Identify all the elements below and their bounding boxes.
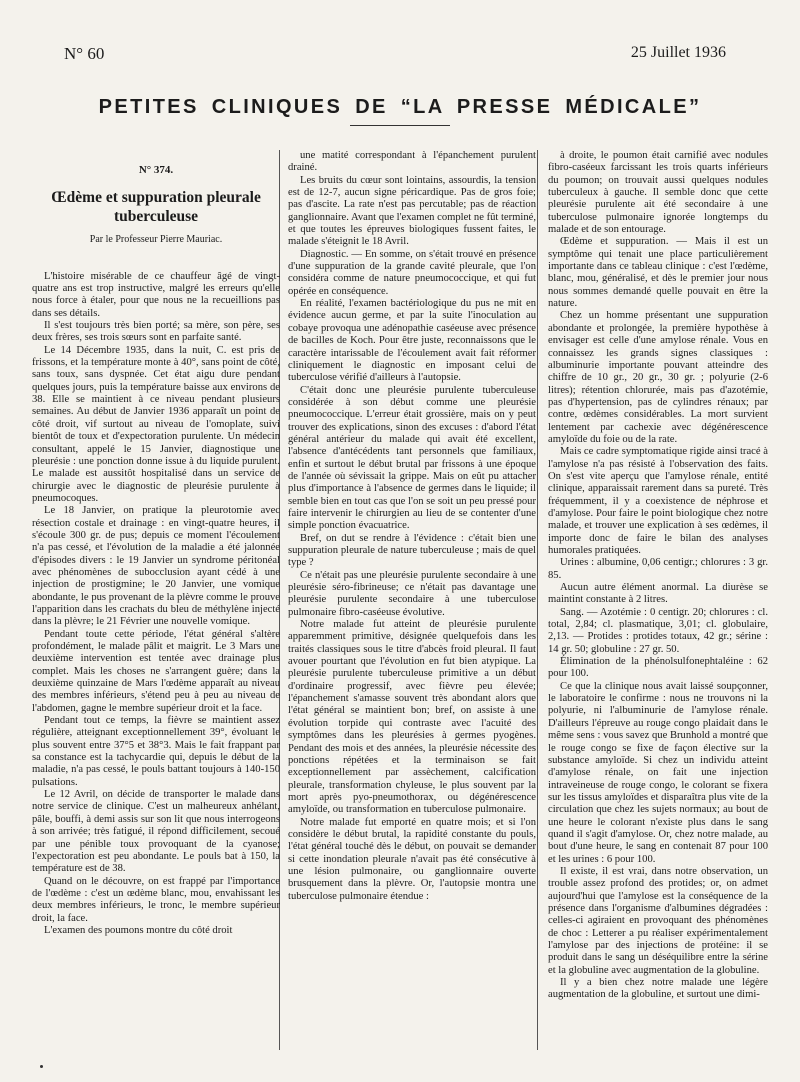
paragraph: Œdème et suppuration. — Mais il est un symptôme qui tenait une place particulièrement importante dans ce tableau clinique : c'est l'œdème, blanc, mou, généralisé, et dès le premier jour nous nous sommes demandé quelle pouvait en être la nature. xyxy=(548,236,768,310)
paragraph: Pendant toute cette période, l'état général s'altère profondément, le malade pâlit et maigrit. Le 3 Mars une deuxième intervention est tentée avec drainage plus complet. Mais les choses ne s'arrangent guère; dans la deuxième quinzaine de Mars l'œdème apparaît au niveau des membres inférieurs, s'étend peu à peu au niveau de l'abdomen, gagne le membre supérieur droit et la face. xyxy=(32,628,280,714)
paragraph: Il s'est toujours très bien porté; sa mère, son père, ses deux frères, ses trois sœurs sont en parfaite santé. xyxy=(32,320,280,344)
paragraph: à droite, le poumon était carnifié avec nodules fibro-caséeux farcissant les trois quarts inférieurs du poumon; on trouvait aussi quelques nodules tuberculeux à gauche. Il semble donc que cette pleurésie purulente ait été secondaire à une tuberculose pulmonaire ignorée longtemps du malade et de son entourage. xyxy=(548,150,768,236)
paragraph: L'histoire misérable de ce chauffeur âgé de vingt-quatre ans est trop instructive, malgré les erreurs qu'elle nous force à étaler, pour que nous ne la recueillions pas dans ses détails. xyxy=(32,270,280,319)
paragraph: C'était donc une pleurésie purulente tuberculeuse considérée à son début comme une pleurésie pneumococcique. L'erreur était grossière, mais on y peut trouver des explications, sinon des excuses : d'abord l'état général antérieur du malade qui avait été excellent, l'absence d'antécédents tant personnels que familiaux, enfin et surtout le début brutal par frissons à une époque de l'année où sévissait la grippe. Mais on eût pu attacher plus d'importance à l'absence de germes dans le liquide; il semble bien en tout cas que l'on se soit un peu pressé pour faire intervenir le chirurgien au lieu de se contenter d'une simple ponction évacuatrice. xyxy=(288,384,536,532)
paragraph: Ce que la clinique nous avait laissé soupçonner, le laboratoire le confirme : nous ne trouvons ni la polyurie, ni l'albuminurie de l'amylose rénale. D'ailleurs l'épreuve au rouge congo plaidait dans le même sens : vous savez que Brunhold a montré que le rouge congo se fixe de façon élective sur la substance amyloïde. Si chez un individu atteint d'amylose rénale, on fait une injection intraveineuse de rouge congo, le colorant se fixera sur les tissus amyloïdes et disparaîtra plus vite de la circulation que chez les sujets normaux; au bout de une heure le colorant n'existe plus dans le sang quand il s'agit d'amylose. Or, chez notre malade, au bout d'une heure, le sang en contenait 87 pour 100 et les urines : 6 pour 100. xyxy=(548,680,768,865)
column-divider-2 xyxy=(537,150,538,1050)
paragraph: Il existe, il est vrai, dans notre observation, un trouble assez profond des protides; or, on admet aujourd'hui que l'amylose est la conséquence de la présence dans l'organisme d'albumines dégradées : celles-ci agiraient en provoquant des phénomènes de choc : Letterer a pu réaliser expérimentalement l'amylose par des injections de protéine: il se produit dans le sang un déséquilibre entre la sérine et la globuline avec augmentation de la globuline. xyxy=(548,865,768,976)
paragraph: Urines : albumine, 0,06 centigr.; chlorures : 3 gr. 85. xyxy=(548,557,768,581)
paragraph: Aucun autre élément anormal. La diurèse se maintint constante à 2 litres. xyxy=(548,582,768,606)
paragraph: L'examen des poumons montre du côté droit xyxy=(44,924,233,936)
paragraph: Il y a bien chez notre malade une légère augmentation de la globuline, et surtout une dimi- xyxy=(548,977,768,1001)
paragraph: Quand on le découvre, on est frappé par l'importance de l'œdème : c'est un œdème blanc, mou, envahissant les deux membres inférieurs, le tronc, le membre supérieur droit, la face. xyxy=(32,875,280,924)
page-mark xyxy=(40,1065,43,1068)
article-number: N° 374. xyxy=(138,164,174,176)
paragraph: Ce n'était pas une pleurésie purulente secondaire à une pleurésie séro-fibrineuse; ce n'était pas davantage une pleurésie purulente secondaire à une tuberculose pulmonaire fibro-caséeuse évolutive. xyxy=(288,569,536,618)
paragraph: Sang. — Azotémie : 0 centigr. 20; chlorures : cl. total, 2,84; cl. plasmatique, 3,01; cl. globulaire, 2,13. — Protides : protides totaux, 42 gr.; sérine : 14 gr. 50; globuline : 27 gr. 50. xyxy=(548,606,768,655)
column-2 xyxy=(288,150,536,1070)
banner-rule xyxy=(350,125,450,126)
paragraph: Le 18 Janvier, on pratique la pleurotomie avec résection costale et drainage : en vingt-quatre heures, il s'écoule 300 gr. de pus; depuis ce moment l'écoulement n'a pas cessé, et l'évolution de la maladie a été jalonnée d'épisodes divers : le 19 Janvier un syndrome péritonéal avec phénomènes de subocclusion ayant cédé à une injection de prostigmine; le 20 Janvier, une vomique abondante, le pus provenant de la plèvre comme le prouve l'apparition dans les crachats du bleu de méthylène injecté dans la plèvre; le 21 Février une nouvelle vomique. xyxy=(32,505,280,628)
paragraph: Mais ce cadre symptomatique rigide ainsi tracé à l'amylose n'a pas résisté à l'observation des faits. On s'est vite aperçu que l'amylose rénale, entité clinique, apparaissait rarement dans sa pureté. Très fréquemment, il y a coexistence de néphrose et d'amylose. Pour faire le point biologique chez notre malade, et trouver une explication à ses œdèmes, il importe donc de faire le bilan des analyses humorales pratiquées. xyxy=(548,446,768,556)
paragraph: une matité correspondant à l'épanchement purulent drainé. xyxy=(288,150,536,174)
issue-date: 25 Juillet 1936 xyxy=(630,44,726,61)
paragraph: Les bruits du cœur sont lointains, assourdis, la tension est de 12-7, aucun signe péricardique. Pas de gros foie; pas d'ascite. La rate n'est pas percutable; pas de réaction ganglionnaire. Avant que l'examen complet ne fût terminé, et que toutes les épreuves biologiques fussent faites, le malade s'éteignit le 18 Avril. xyxy=(288,174,536,248)
paragraph: Notre malade fut atteint de pleurésie purulente apparemment primitive, désignée quelquefois dans les traités classiques sous le titre d'abcès froid pleural. Il faut avouer pourtant que l'évolution en fut bien atypique. La pleurésie purulente tuberculeuse primitive a un début d'ordinaire progressif, avec fièvre peu élevée; l'épanchement s'amasse souvent très abondant alors que l'état général se maintient bon; bref, on assiste à une évolution torpide qui contraste avec l'acuité des symptômes dans les pleurésies à germes pyogènes. Pendant des mois et des années, la pleurésie nécessite des ponctions répétées et la terminaison se fait exceptionnellement par assèchement, calcification pleurale, transformation chyleuse, le plus souvent par la mort après pyo-pneumothorax, ou dégénérescence amyloïde, ou transformation en tuberculose pulmonaire. xyxy=(288,619,536,816)
paragraph: Bref, on dut se rendre à l'évidence : c'était bien une suppuration pleurale de nature tuberculeuse ; mais de quel type ? xyxy=(288,532,536,569)
paragraph: Le 14 Décembre 1935, dans la nuit, C. est pris de frissons, et la température monte à 40°, sans point de côté, sans toux, sans dyspnée. Cet état aigu dure pendant quelques jours, puis la température baisse aux environs de 38. Elle se maintient à ce niveau pendant plusieurs semaines. Au début de Janvier 1936 apparaît un point de côté droit, vif surtout au niveau de l'omoplate, suivi bientôt de toux et d'expectoration purulente. Un médecin consultant, appelé le 15 Janvier, diagnostique une pleurésie : une ponction donne issue à du liquide purulent. Le malade est aussitôt hospitalisé dans un service de chirurgie avec le diagnostic de pleurésie purulente à pneumocoques. xyxy=(32,344,280,504)
journal-banner: PETITES CLINIQUES DE “LA PRESSE MÉDICALE” xyxy=(98,96,702,118)
paragraph: En réalité, l'examen bactériologique du pus ne mit en évidence aucun germe, et par la suite l'inoculation au cobaye provoqua une adénopathie caséeuse avec présence de bacilles de Koch. Pour être juste, reconnaissons que le caractère intarissable de l'écoulement avait fait réformer cliniquement le diagnostic en imposant celui de tuberculose vérifié d'ailleurs à l'autopsie. xyxy=(288,298,536,384)
article-title: Œdème et suppuration pleurale tuberculeuse xyxy=(51,189,261,226)
paragraph: Diagnostic. — En somme, on s'était trouvé en présence d'une suppuration de la grande cavité pleurale, que l'on considéra comme de nature pneumococcique, et qui fut opérée en conséquence. xyxy=(288,248,536,297)
paragraph: Notre malade fut emporté en quatre mois; et si l'on considère le début brutal, la rapidité constante du pouls, l'état général touché dès le début, on pouvait se demander si cette inondation pleurale n'avait pas été consécutive à une lésion pulmonaire, ou ganglionnaire ouverte brusquement dans la plèvre. Or, l'autopsie montra une tuberculose pulmonaire étendue : xyxy=(288,816,536,902)
paragraph: Pendant tout ce temps, la fièvre se maintient assez régulière, atteignant exceptionnellement 39°, évoluant le plus souvent entre 37°5 et 38°3. Mais le fait frappant par sa constance est la tachycardie qui, depuis le début de la maladie, n'a pas cessé, le pouls battant toujours à 140-150 pulsations. xyxy=(32,715,280,788)
column-3 xyxy=(548,150,768,1070)
paragraph: Élimination de la phénolsulfonephtaléine : 62 pour 100. xyxy=(548,656,768,680)
article-author: Par le Professeur Pierre Mauriac. xyxy=(89,234,223,246)
paragraph: Chez un homme présentant une suppuration abondante et prolongée, la première hypothèse à envisager est celle d'une amylose rénale. Vous en connaissez les grands signes classiques : albuminurie importante pouvant atteindre des chiffre de 10 gr., 20 gr., 30 gr. ; polyurie (2-6 litres); rétention chlorurée, mais pas d'azotémie, pas d'hypertension, pas de cylindres rénaux; par contre, œdèmes considérables. La mort survient lentement par cachexie avec dégénérescence amyloïde du foie ou de la rate. xyxy=(548,310,768,445)
paragraph: Le 12 Avril, on décide de transporter le malade dans notre service de clinique. C'est un malheureux anhélant, pâle, bouffi, à demi assis sur son lit que nous interrogeons à son arrivée; très fatigué, il répond difficilement, secoué par une pénible toux provoquant de la cyanose; l'expectoration est peu abondante. Le pouls bat à 150, la température est de 38. xyxy=(32,789,280,875)
issue-number: N° 60 xyxy=(64,44,105,63)
column-1 xyxy=(32,150,280,1070)
